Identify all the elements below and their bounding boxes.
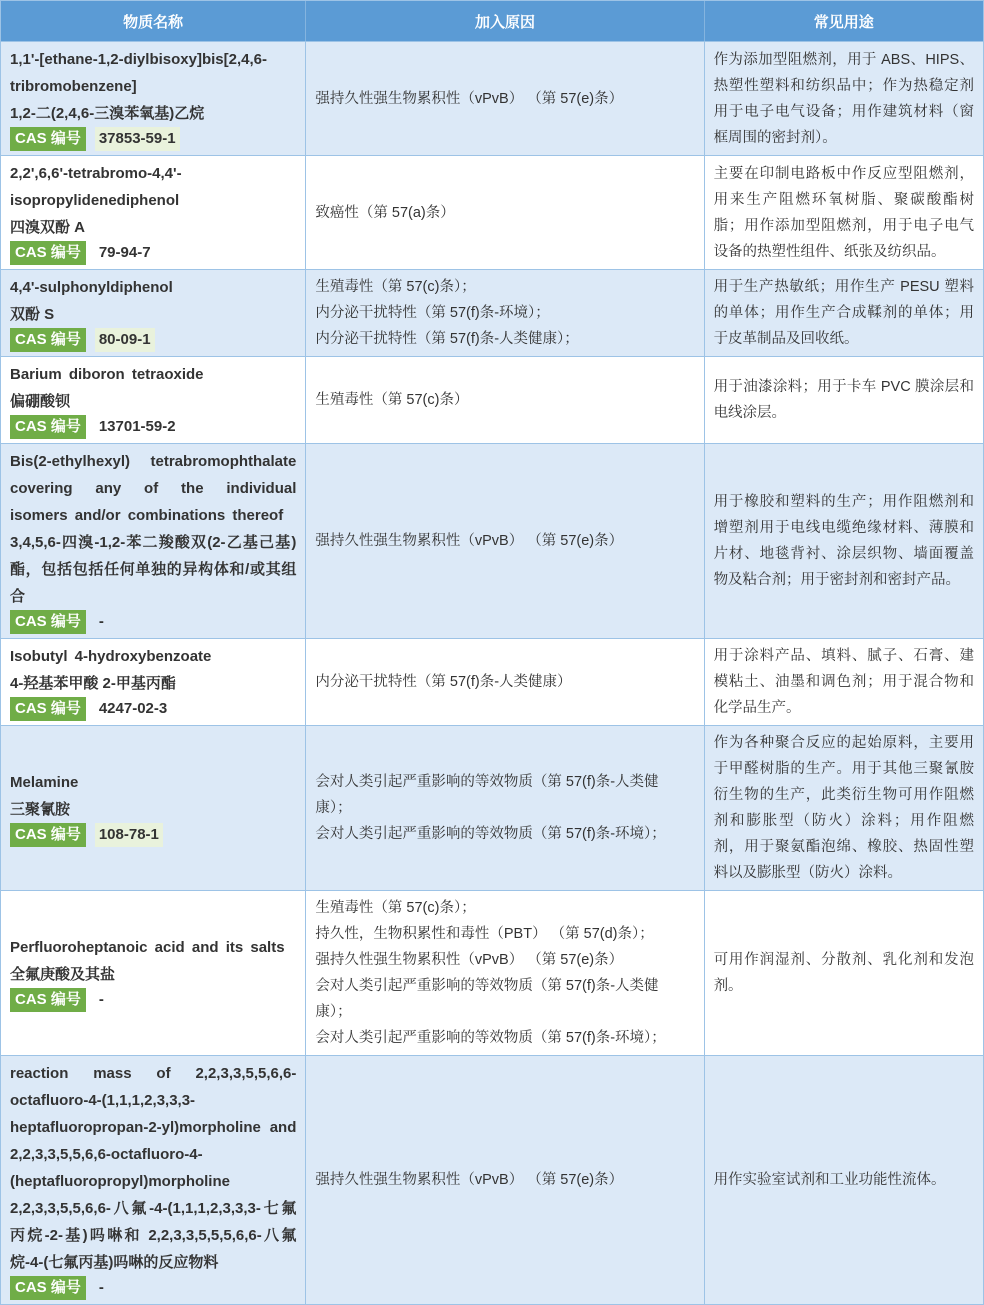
inclusion-reason-cell	[306, 443, 704, 638]
table-row	[1, 155, 983, 269]
table-row	[1, 41, 983, 155]
table-row	[1, 1055, 983, 1304]
common-uses-cell	[705, 890, 983, 1055]
inclusion-reason-line: 强持久性强生物累积性（vPvB） （第 57(e)条）	[315, 1172, 624, 1188]
substance-name-en: 2,2',6,6'-tetrabromo-4,4'-isopropylidenediphenol	[10, 165, 182, 209]
cas-number: -	[98, 991, 104, 1008]
substance-name-cell	[1, 725, 306, 890]
common-uses-cell	[705, 41, 983, 155]
substance-name-cell	[1, 269, 306, 356]
cas-number-line	[10, 328, 296, 352]
inclusion-reason-line: 强持久性强生物累积性（vPvB） （第 57(e)条）	[315, 952, 624, 968]
table-row	[1, 269, 983, 356]
inclusion-reason-line: 持久性，生物积累性和毒性（PBT） （第 57(d)条）；	[315, 926, 654, 942]
inclusion-reason-line: 内分泌干扰特性（第 57(f)条-环境）；	[315, 305, 550, 321]
substance-name-en: Barium diboron tetraoxide	[10, 366, 204, 383]
substance-name-en: Bis(2-ethylhexyl) tetrabromophthalate covering any of the individual isomers and/or combinations thereof	[10, 453, 297, 524]
column-header-substance-name: 物质名称	[1, 1, 306, 41]
inclusion-reason-line: 强持久性强生物累积性（vPvB） （第 57(e)条）	[315, 90, 624, 107]
cas-label-badge: CAS 编号	[10, 988, 86, 1012]
cas-number: 108-78-1	[95, 823, 163, 847]
cas-number-line	[10, 127, 296, 151]
cas-label-badge: CAS 编号	[10, 127, 86, 151]
substance-name-cell	[1, 155, 306, 269]
column-header-common-uses: 常见用途	[813, 13, 874, 31]
cas-number-line	[10, 415, 296, 439]
cas-number: 13701-59-2	[98, 418, 176, 435]
table-row	[1, 356, 983, 443]
inclusion-reason-cell	[306, 890, 704, 1055]
inclusion-reason-line: 会对人类引起严重影响的等效物质（第 57(f)条-环境）；	[315, 826, 666, 842]
inclusion-reason-line: 生殖毒性（第 57(c)条）	[315, 392, 469, 408]
common-uses-text: 用于橡胶和塑料的生产；用作阻燃剂和增塑剂用于电线电缆绝缘材料、薄膜和片材、地毯背衬、涂层织物、墙面覆盖物及粘合剂；用于密封剂和密封产品。	[713, 494, 974, 588]
substance-name-en: Perfluoroheptanoic acid and its salts	[10, 939, 285, 956]
inclusion-reason-cell	[306, 269, 704, 356]
common-uses-text: 用于生产热敏纸；用作生产 PESU 塑料的单体；用作生产合成鞣剂的单体；用于皮革制品及回收纸。	[713, 279, 974, 347]
substance-name-en: 1,1'-[ethane-1,2-diylbisoxy]bis[2,4,6-tribromobenzene]	[10, 51, 267, 95]
inclusion-reason-line: 会对人类引起严重影响的等效物质（第 57(f)条-环境）；	[315, 1030, 666, 1046]
inclusion-reason-line: 内分泌干扰特性（第 57(f)条-人类健康）	[315, 674, 572, 690]
common-uses-cell	[705, 725, 983, 890]
cas-number-line	[10, 610, 296, 634]
cas-label-badge: CAS 编号	[10, 241, 86, 265]
substance-name-zh: 2,2,3,3,5,5,6,6-八氟-4-(1,1,1,2,3,3,3-七氟丙烷-2-基)吗啉和 2,2,3,3,5,5,5,6,6-八氟烷-4-(七氟丙基)吗啉的反应物料	[10, 1200, 297, 1271]
inclusion-reason-line: 生殖毒性（第 57(c)条）；	[315, 279, 476, 295]
inclusion-reason-cell	[306, 155, 704, 269]
common-uses-cell	[705, 638, 983, 725]
table-row	[1, 638, 983, 725]
inclusion-reason-cell	[306, 638, 704, 725]
inclusion-reason-cell	[306, 356, 704, 443]
cas-number-line	[10, 988, 296, 1012]
substance-name-zh: 四溴双酚 A	[10, 219, 86, 236]
substance-name-zh: 1,2-二(2,4,6-三溴苯氧基)乙烷	[10, 105, 205, 122]
common-uses-cell	[705, 269, 983, 356]
substance-name-zh: 全氟庚酸及其盐	[10, 966, 116, 983]
common-uses-text: 作为添加型阻燃剂，用于 ABS、HIPS、热塑性塑料和纺织品中；作为热稳定剂用于电子电气设备；用作建筑材料（窗框周围的密封剂）。	[713, 51, 974, 146]
cas-number-line	[10, 1276, 296, 1300]
common-uses-text: 主要在印制电路板中作反应型阻燃剂，用来生产阻燃环氧树脂、聚碳酸酯树脂；用作添加型阻燃剂，用于电子电气设备的热塑性组件、纸张及纺织品。	[713, 165, 974, 260]
table-row	[1, 725, 983, 890]
common-uses-text: 用作实验室试剂和工业功能性流体。	[713, 1172, 946, 1188]
substance-name-cell	[1, 356, 306, 443]
common-uses-text: 可用作润湿剂、分散剂、乳化剂和发泡剂。	[713, 952, 974, 994]
cas-number: 80-09-1	[95, 328, 155, 352]
inclusion-reason-line: 内分泌干扰特性（第 57(f)条-人类健康）；	[315, 331, 579, 347]
substance-name-zh: 三聚氰胺	[10, 801, 71, 818]
substance-name-en: Isobutyl 4-hydroxybenzoate	[10, 648, 212, 665]
cas-label-badge: CAS 编号	[10, 610, 86, 634]
substance-name-zh: 偏硼酸钡	[10, 393, 71, 410]
common-uses-cell	[705, 155, 983, 269]
common-uses-cell	[705, 356, 983, 443]
substance-name-zh: 双酚 S	[10, 306, 55, 323]
substance-name-zh: 3,4,5,6-四溴-1,2-苯二羧酸双(2-乙基己基)酯，包括包括任何单独的异构体和/或其组合	[10, 534, 297, 605]
cas-label-badge: CAS 编号	[10, 1276, 86, 1300]
cas-number: 79-94-7	[98, 244, 151, 261]
common-uses-text: 用于油漆涂料；用于卡车 PVC 膜涂层和电线涂层。	[713, 379, 974, 421]
cas-number-line	[10, 241, 296, 265]
inclusion-reason-line: 会对人类引起严重影响的等效物质（第 57(f)条-人类健康）；	[315, 774, 659, 816]
table-row	[1, 890, 983, 1055]
cas-label-badge: CAS 编号	[10, 328, 86, 352]
inclusion-reason-line: 会对人类引起严重影响的等效物质（第 57(f)条-人类健康）；	[315, 978, 659, 1020]
inclusion-reason-line: 生殖毒性（第 57(c)条）；	[315, 900, 476, 916]
substance-name-cell	[1, 443, 306, 638]
cas-label-badge: CAS 编号	[10, 697, 86, 721]
cas-number-line	[10, 697, 296, 721]
substance-name-en: reaction mass of 2,2,3,3,5,5,6,6-octafluoro-4-(1,1,1,2,3,3,3-heptafluoropropan-2-yl)morpholine and 2,2,3,3,5,5,6,6-octafluoro-4-(heptafluoropropyl)morpholine	[10, 1065, 297, 1190]
inclusion-reason-line: 致癌性（第 57(a)条）	[315, 204, 455, 221]
cas-label-badge: CAS 编号	[10, 415, 86, 439]
substance-name-en: 4,4'-sulphonyldiphenol	[10, 279, 173, 296]
cas-number: -	[98, 1279, 104, 1296]
common-uses-text: 用于涂料产品、填料、腻子、石膏、建模粘土、油墨和调色剂；用于混合物和化学品生产。	[713, 648, 974, 716]
inclusion-reason-cell	[306, 41, 704, 155]
column-header-inclusion-reason: 加入原因	[306, 1, 704, 41]
inclusion-reason-cell	[306, 725, 704, 890]
substance-name-en: Melamine	[10, 774, 79, 791]
cas-number-line	[10, 823, 296, 847]
inclusion-reason-cell	[306, 1055, 704, 1304]
cas-number: 4247-02-3	[98, 700, 168, 717]
common-uses-text: 作为各种聚合反应的起始原料，主要用于甲醛树脂的生产。用于其他三聚氰胺衍生物的生产，此类衍生物可用作阻燃剂和膨胀型（防火）涂料；用作阻燃剂，用于聚氨酯泡绵、橡胶、热固性塑料以及膨胀型（防火）涂料。	[713, 735, 974, 881]
substance-name-cell	[1, 1055, 306, 1304]
table-header-row	[1, 1, 983, 41]
common-uses-cell	[705, 1055, 983, 1304]
substance-name-cell	[1, 890, 306, 1055]
table-body	[1, 41, 983, 1304]
common-uses-cell	[705, 443, 983, 638]
table-row	[1, 443, 983, 638]
substance-name-cell	[1, 638, 306, 725]
cas-number: -	[98, 613, 104, 630]
cas-number: 37853-59-1	[95, 127, 180, 151]
substance-name-zh: 4-羟基苯甲酸 2-甲基丙酯	[10, 675, 176, 692]
substance-name-cell	[1, 41, 306, 155]
cas-label-badge: CAS 编号	[10, 823, 86, 847]
inclusion-reason-line: 强持久性强生物累积性（vPvB） （第 57(e)条）	[315, 533, 624, 549]
